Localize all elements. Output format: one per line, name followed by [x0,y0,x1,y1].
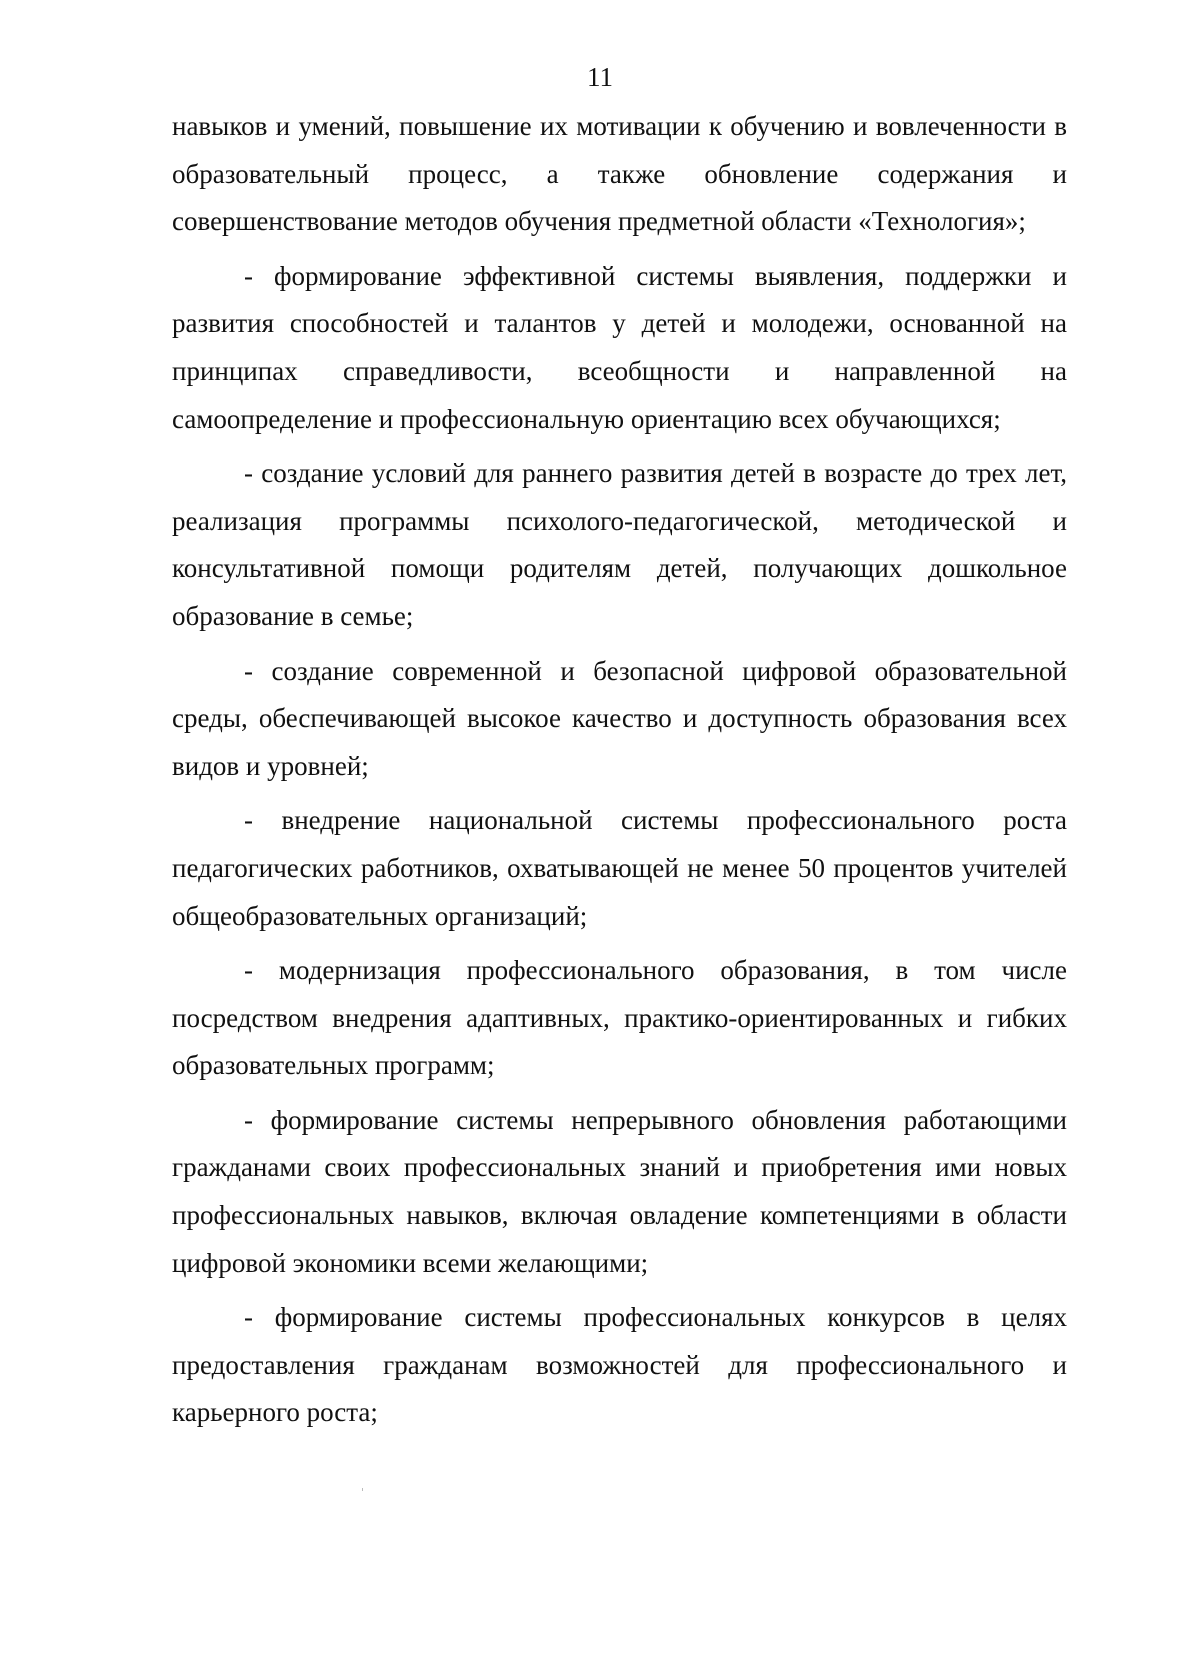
list-item-teacher-growth: - внедрение национальной системы профессионального роста педагогических работников, охватывающей не менее 50 процентов учителей общеобразовательных организаций; [172,805,1067,931]
list-item-digital-environment: - создание современной и безопасной цифровой образовательной среды, обеспечивающей высокое качество и доступность образования всех видов и уровней; [172,655,1067,781]
list-item-professional-contests: - формирование системы профессиональных конкурсов в целях предоставления гражданам возможностей для профессионального и карьерного роста; [172,1302,1067,1428]
list-item-talent-system: - формирование эффективной системы выявления, поддержки и развития способностей и талантов у детей и молодежи, основанной на принципах справедливости, всеобщности и направленной на самоопределение и профессиональную ориентацию всех обучающихся; [172,260,1067,434]
list-item-early-development: - создание условий для раннего развития детей в возрасте до трех лет, реализация программы психолого-педагогической, методической и консультативной помощи родителям детей, получающих дошкольное образование в семье; [172,458,1067,631]
scan-artifact [362,1488,363,1491]
paragraph-continuation: навыков и умений, повышение их мотивации к обучению и вовлеченности в образовательный процесс, а также обновление содержания и совершенствование методов обучения предметной области «Технология»; [172,111,1067,237]
page-number: 11 [587,62,613,92]
list-item-continuous-learning: - формирование системы непрерывного обновления работающими гражданами своих профессиональных знаний и приобретения ими новых профессиональных навыков, включая овладение компетенциями в области цифровой экономики всеми желающими; [172,1104,1067,1278]
body-text [172,103,1067,1444]
list-item-vocational-modernization: - модернизация профессионального образования, в том числе посредством внедрения адаптивных, практико-ориентированных и гибких образовательных программ; [172,955,1067,1081]
